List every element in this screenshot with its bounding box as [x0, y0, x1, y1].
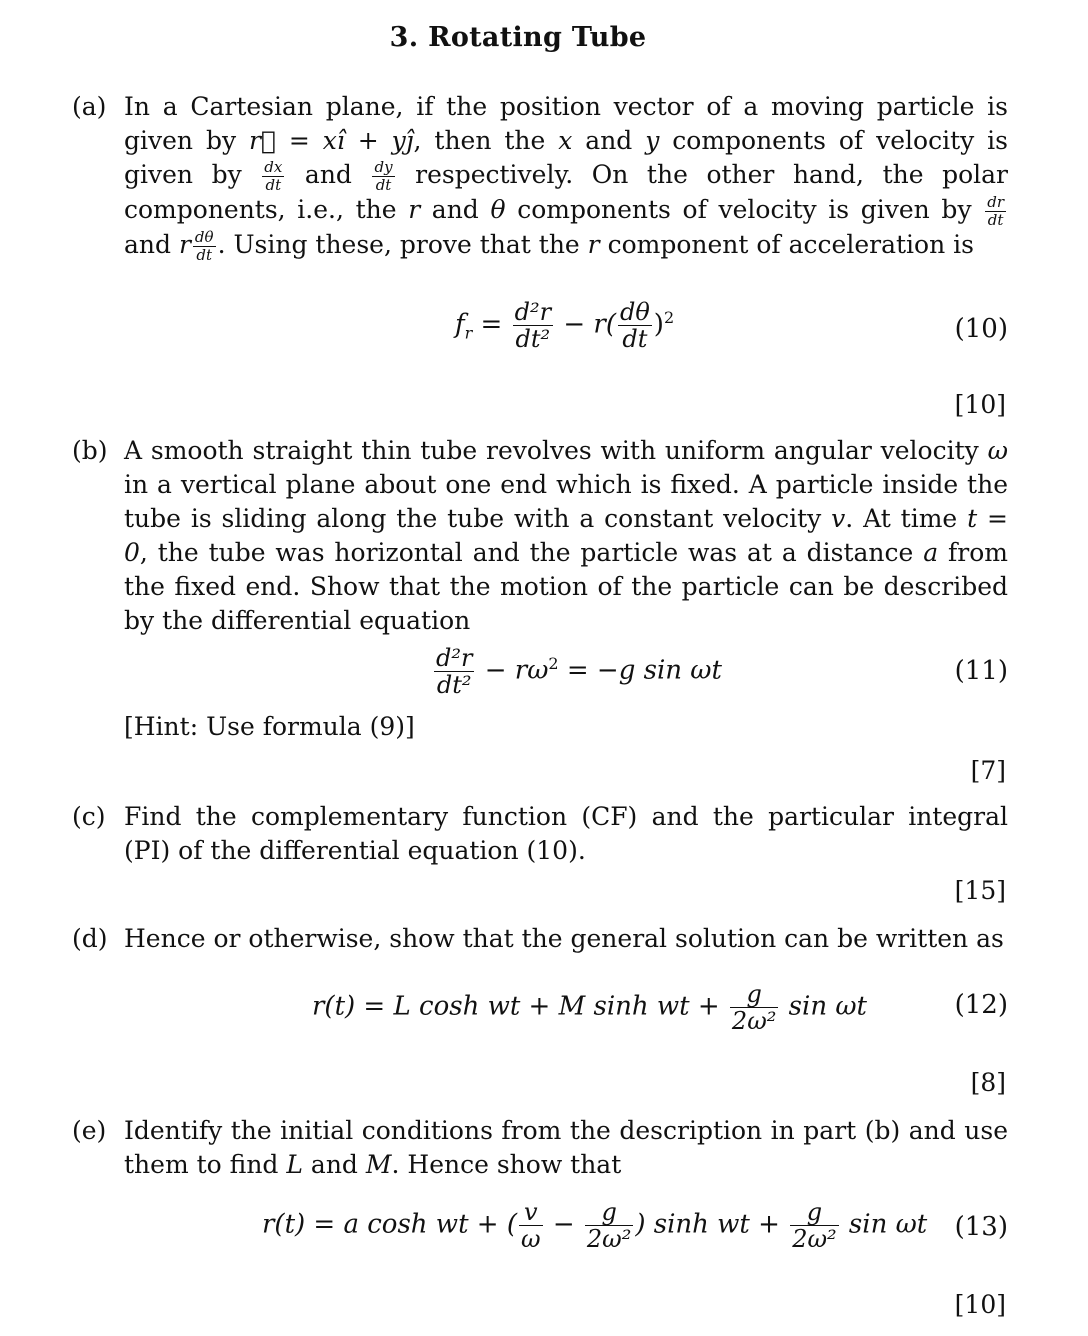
equation-13-number: (13) — [954, 1212, 1008, 1242]
part-d-marks: [8] — [970, 1068, 1006, 1097]
d2r-dt2-fraction-eq11: $\frac{\text{d²r}}{\text{dt²}}$ — [436, 644, 473, 699]
equation-11: $\frac{\text{d²r}}{\text{dt²}}$ − $r\omega^2 = -g$ sin ωt — [436, 644, 722, 699]
part-d-label: (d) — [72, 924, 108, 953]
hint-text: [Hint: Use formula (9)] — [124, 712, 415, 741]
part-e-label: (e) — [72, 1116, 107, 1145]
part-b-marks: [7] — [970, 756, 1006, 785]
section-title: 3. Rotating Tube — [389, 22, 647, 53]
dtheta-dt-fraction-eq10: $\frac{d\theta}{dt}$ — [619, 298, 650, 353]
dr-dt-fraction: $\frac{dr}{dt}$ — [987, 193, 1005, 229]
v-over-omega-fraction: $\frac{v}{\omega}$ — [520, 1198, 541, 1253]
part-a — [72, 90, 1008, 263]
position-vector: r⃗ = xî + yĵ — [249, 126, 414, 155]
g-over-2w2-fraction-eq13a: $\frac{g}{\text{2ω²}}$ — [586, 1198, 632, 1253]
equation-12: r(t) = L cosh wt + M sinh wt + $\frac{g}{\text{2ω²}}$ sin ωt — [312, 980, 867, 1035]
d2r-dt2-fraction: $\frac{\text{d²r}}{\text{dt²}}$ — [514, 298, 552, 353]
g-over-2w2-fraction-eq13b: $\frac{g}{\text{2ω²}}$ — [792, 1198, 837, 1253]
dy-dt-fraction: $\frac{dy}{dt}$ — [374, 158, 393, 194]
equation-13: r(t) = a cosh wt + ( $\frac{v}{\omega}$ − $\frac{g}{\text{2ω²}}$ ) sinh wt + $\frac{g}{\text{2ω²}}$ sin ωt — [262, 1198, 928, 1253]
part-d-text: Hence or otherwise, show that the general solution can be written as — [124, 924, 1004, 953]
part-c-marks: [15] — [954, 876, 1006, 905]
part-c — [72, 800, 1008, 868]
part-d — [72, 922, 1008, 956]
equation-11-number: (11) — [954, 656, 1008, 686]
part-b-label: (b) — [72, 436, 108, 465]
part-e-marks: [10] — [954, 1290, 1006, 1319]
part-a-label: (a) — [72, 92, 107, 121]
equation-10-number: (10) — [954, 314, 1008, 344]
part-e-text: Identify the initial conditions from the description in part (b) and use them to find L and M. Hence show that — [124, 1116, 1008, 1179]
dtheta-dt-fraction: $\frac{d\theta}{dt}$ — [194, 228, 214, 264]
part-c-text: Find the complementary function (CF) and the particular integral (PI) of the differential equation (10). — [124, 802, 1008, 865]
part-b — [72, 434, 1008, 638]
part-e — [72, 1114, 1008, 1182]
dx-dt-fraction: $\frac{dx}{dt}$ — [264, 158, 283, 194]
equation-12-number: (12) — [954, 990, 1008, 1020]
part-c-label: (c) — [72, 802, 106, 831]
part-b-text: A smooth straight thin tube revolves with uniform angular velocity ω in a vertical plane about one end which is fixed. A particle inside the tube is sliding along the tube with a constant velocity v. At time t = 0, the tube was horizontal and the particle was at a distance a from the fixed end. Show that the motion of the particle can be described by the differential equation — [124, 436, 1008, 635]
g-over-2w2-fraction-eq12: $\frac{g}{\text{2ω²}}$ — [731, 980, 777, 1035]
equation-10: $f_r$ = $\frac{\text{d²r}}{\text{dt²}}$ − r( $\frac{d\theta}{dt}$ )$^2$ — [455, 298, 675, 353]
part-a-marks: [10] — [954, 390, 1006, 419]
part-a-text: In a Cartesian plane, if the position vector of a moving particle is given by r⃗ = xî + yĵ, then the x and y components of velocity is given by $\frac{dx}{dt}$ and $\frac{dy}{dt}$ respectively. On the other hand, the polar components, i.e., the r and θ components of velocity is given by $\frac{dr}{dt}$ and r $\frac{d\theta}{dt}$ . Using these, prove that the r component of acceleration is — [124, 92, 1008, 264]
